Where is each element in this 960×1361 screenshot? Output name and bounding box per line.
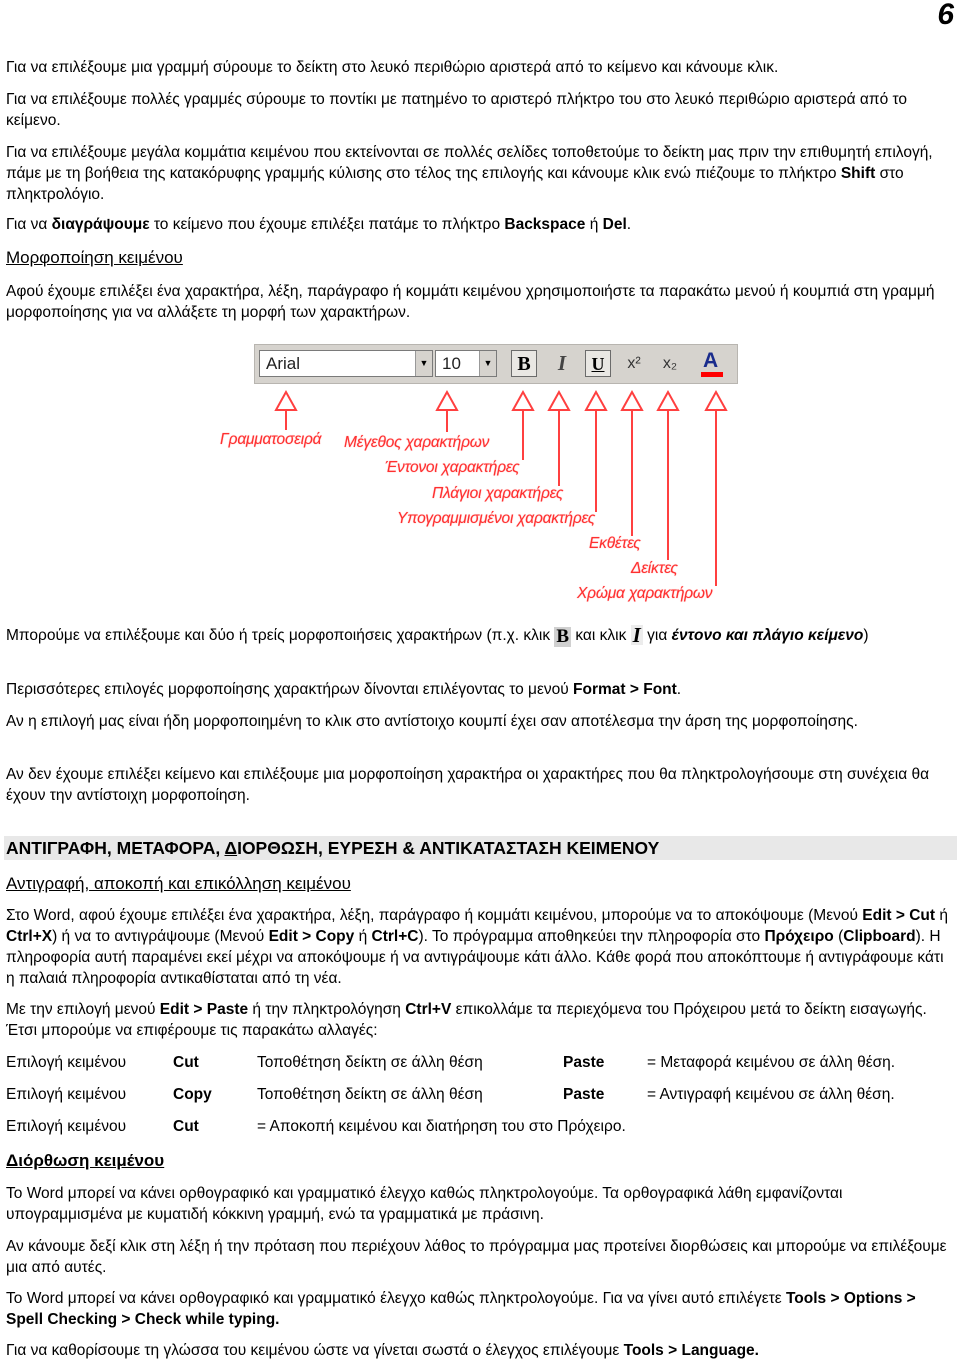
- arrow-subscript-icon: [658, 392, 678, 410]
- size-value: 10: [442, 354, 461, 373]
- section-heading: ΑΝΤΙΓΡΑΦΗ, ΜΕΤΑΦΟΡΑ, ΔΙΟΡΘΩΣΗ, ΕΥΡΕΣΗ & ΑΝΤΙΚΑΤΑΣΤΑΣΗ ΚΕΙΜΕΝΟΥ: [6, 838, 660, 858]
- label-subscript: Δείκτες: [631, 560, 678, 577]
- paragraph-spellcheck: Το Word μπορεί να κάνει ορθογραφικό και γραμματικό έλεγχο καθώς πληκτρολογούμε. Τα ορθογραφικά λάθη εμφανίζονται υπογραμμισμένα με κυματιδή κόκκινη γραμμή, ενώ τα γραμματικά με πράσινη.: [6, 1185, 843, 1223]
- label-color: Χρώμα χαρακτήρων: [577, 585, 713, 602]
- label-font: Γραμματοσειρά: [220, 431, 322, 448]
- arrow-bold-icon: [513, 392, 533, 410]
- paragraph-paste: Με την επιλογή μενού Edit > Paste ή την πληκτρολόγηση Ctrl+V επικολλάμε τα περιεχόμενα του Πρόχειρου μετά το δείκτη εισαγωγής. Έτσι μπορούμε να επιφέρουμε τις παρακάτω αλλαγές:: [6, 1001, 927, 1039]
- heading-correction: Διόρθωση κειμένου: [6, 1151, 165, 1170]
- paragraph-toggle: Αν η επιλογή μας είναι ήδη μορφοποιημένη το κλικ στο αντίστοιχο κουμπί έχει σαν αποτέλεσμα την άρση της μορφοποίησης.: [6, 713, 858, 730]
- arrow-superscript-icon: [622, 392, 642, 410]
- paragraph-combine: Μπορούμε να επιλέξουμε και δύο ή τρείς μορφοποιήσεις χαρακτήρων (π.χ. κλικ B και κλικ I για έντονο και πλάγιο κείμενο): [6, 623, 869, 647]
- paragraph-right-click: Αν κάνουμε δεξί κλικ στη λέξη ή την πρόταση που περιέχουν λάθος το πρόγραμμα μας προτείνει διορθώσεις και μπορούμε να επιλέξουμε μια από αυτές.: [6, 1238, 947, 1276]
- heading-copy: Αντιγραφή, αποκοπή και επικόλληση κειμένου: [6, 874, 351, 893]
- arrow-color-icon: [706, 392, 726, 410]
- font-dropdown-arrow[interactable]: ▼: [415, 351, 432, 376]
- size-dropdown-arrow[interactable]: ▼: [479, 351, 496, 376]
- label-size: Μέγεθος χαρακτήρων: [344, 434, 490, 451]
- font-color-glyph: A: [703, 349, 719, 372]
- arrow-font-icon: [276, 392, 296, 410]
- operations-row: Επιλογή κειμένου Cut = Αποκοπή κειμένου και διατήρηση του στο Πρόχειρο.: [6, 1118, 626, 1135]
- paragraph-more-options: Περισσότερες επιλογές μορφοποίησης χαρακτήρων δίνονται επιλέγοντας το μενού Format > Font.: [6, 681, 682, 698]
- label-underline: Υπογραμμισμένοι χαρακτήρες: [397, 510, 596, 527]
- operations-row: Επιλογή κειμένου Cut Τοποθέτηση δείκτη σε άλλη θέση Paste = Μεταφορά κειμένου σε άλλη θέση.: [6, 1054, 896, 1071]
- paragraph-select-lines: Για να επιλέξουμε πολλές γραμμές σύρουμε το ποντίκι με πατημένο το αριστερό πλήκτρο του στο λευκό περιθώριο αριστερά από το κείμενο.: [6, 91, 908, 129]
- superscript-button[interactable]: x²: [627, 355, 641, 372]
- heading-formatting: Μορφοποίηση κειμένου: [6, 248, 183, 267]
- paragraph-formatting-intro: Αφού έχουμε επιλέξει ένα χαρακτήρα, λέξη, παράγραφο ή κομμάτι κειμένου χρησιμοποιήστε τα παρακάτω μενού ή κουμπιά στη γραμμή μορφοποίησης για να αλλάξετε τη μορφή των χαρακτήρων.: [6, 283, 935, 321]
- label-superscript: Εκθέτες: [589, 535, 641, 552]
- operations-row: Επιλογή κειμένου Copy Τοποθέτηση δείκτη σε άλλη θέση Paste = Αντιγραφή κειμένου σε άλλη θέση.: [6, 1086, 895, 1103]
- bold-inline-icon: B: [556, 626, 570, 647]
- paragraph-select-line: Για να επιλέξουμε μια γραμμή σύρουμε το δείκτη στο λευκό περιθώριο αριστερά από το κείμενο και κάνουμε κλικ.: [6, 59, 779, 76]
- page-number: 6: [937, 0, 954, 31]
- arrow-underline-icon: [586, 392, 606, 410]
- font-value: Arial: [266, 354, 301, 373]
- label-bold: Έντονοι χαρακτήρες: [385, 459, 520, 476]
- paragraph-no-selection: Αν δεν έχουμε επιλέξει κείμενο και επιλέξουμε μια μορφοποίηση χαρακτήρα οι χαρακτήρες που θα πληκτρολογήσουμε στη συνέχεια θα έχουν την αντίστοιχη μορφοποίηση.: [6, 766, 930, 804]
- paragraph-language: Για να καθορίσουμε τη γλώσσα του κειμένου ώστε να γίνεται σωστά ο έλεγχος επιλέγουμε Tools > Language.: [6, 1342, 759, 1359]
- paragraph-cut-copy: Στο Word, αφού έχουμε επιλέξει ένα χαρακτήρα, λέξη, παράγραφο ή κομμάτι κειμένου, μπορούμε να το αποκόψουμε (Μενού Edit > Cut ή Ctrl+X) ή να το αντιγράψουμε (Μενού Edit > Copy ή Ctrl+C). Το πρόγραμμα αποθηκεύει την πληροφορία στο Πρόχειρο (Clipboard). Η πληροφορία αυτή παραμένει εκεί μέχρι να αποκόψουμε ή να αντιγράψουμε κάτι άλλο. Κάθε φορά που αποκόπτουμε ή αντιγράφουμε κάτι η παλαιά πληροφορία αντικαθίσταται από τη νέα.: [6, 907, 948, 987]
- arrow-size-icon: [437, 392, 457, 410]
- italic-inline-icon: I: [632, 623, 641, 647]
- paragraph-select-large: Για να επιλέξουμε μεγάλα κομμάτια κειμένου που εκτείνονται σε πολλές σελίδες τοποθετούμε το δείκτη μας πριν την επιθυμητή επιλογή, πάμε με τη βοήθεια της κατακόρυφης γραμμής κύλισης στο τέλος της επιλογής και κάνουμε κλικ ενώ πιέζουμε το πλήκτρο Shift στο πληκτρολόγιο.: [6, 144, 933, 203]
- bold-button[interactable]: B: [511, 350, 537, 377]
- arrow-italic-icon: [549, 392, 569, 410]
- paragraph-delete: Για να διαγράψουμε το κείμενο που έχουμε επιλέξει πατάμε το πλήκτρο Backspace ή Del.: [6, 216, 632, 233]
- underline-button[interactable]: U: [585, 350, 611, 377]
- italic-button[interactable]: I: [557, 351, 567, 375]
- subscript-button[interactable]: x₂: [662, 355, 678, 372]
- paragraph-tools-options: Το Word μπορεί να κάνει ορθογραφικό και γραμματικό έλεγχο καθώς πληκτρολογούμε. Για να γίνει αυτό επιλέγετε Tools > Options > Spell Checking > Check while typing.: [6, 1290, 916, 1328]
- label-italic: Πλάγιοι χαρακτήρες: [432, 485, 564, 502]
